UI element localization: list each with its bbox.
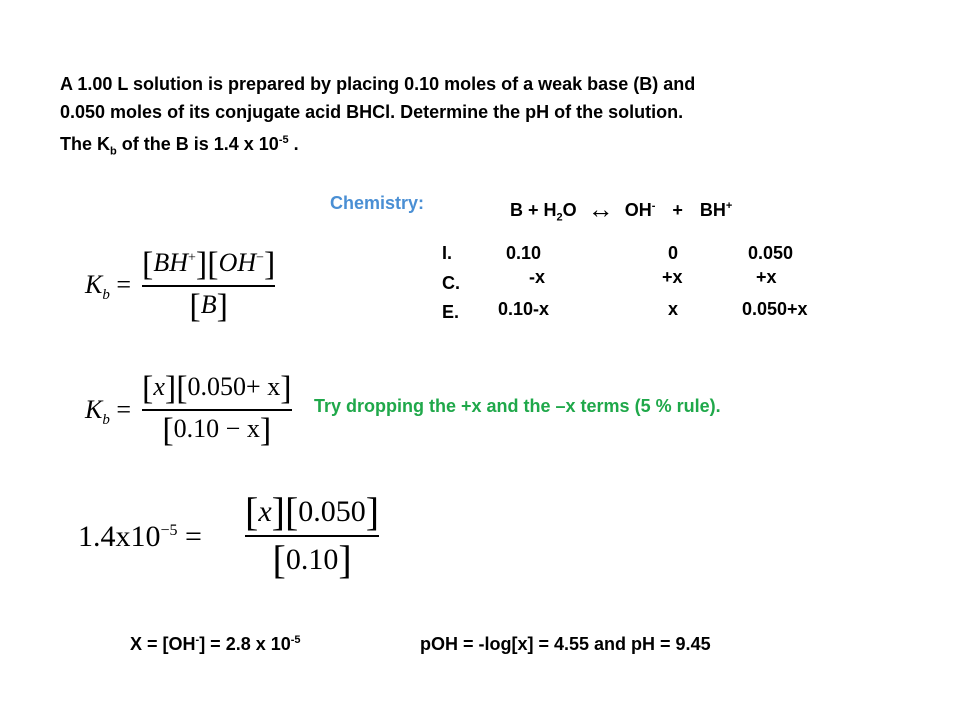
eq2-k-sub: b: [102, 412, 110, 429]
ice-change-acid: +x: [756, 267, 777, 287]
eq3-lhs: $1.4x10^{-5}$ =: [78, 520, 202, 553]
ice-label-change: C.: [442, 273, 460, 293]
eq3-lhs-value: 1.4x10: [78, 520, 161, 553]
water-subscript: 2: [556, 211, 563, 224]
poh-ph-result: pOH = -log[x] = 4.55 and pH = 9.45: [420, 634, 711, 654]
eq2-lhs: $K_b$ =: [85, 395, 132, 429]
reaction-hydroxide: OH: [624, 200, 652, 220]
reaction-base: B + H: [510, 200, 557, 220]
ice-equilibrium-hydroxide: x: [668, 299, 679, 319]
eq1-denominator: [B]: [189, 287, 228, 325]
eq1-num-b: OH: [218, 248, 257, 277]
chemistry-label: Chemistry:: [330, 193, 425, 213]
five-percent-rule-hint: Try dropping the +x and the –x terms (5 % rule).: [314, 396, 721, 416]
result-x-b: ] = 2.8 x 10: [199, 634, 291, 654]
eq3-num-a: x: [258, 495, 272, 528]
eq2-den: 0.10 − x: [173, 413, 260, 443]
conjugate-acid-charge: +: [725, 200, 733, 212]
equilibrium-arrow-icon: ↔: [587, 194, 614, 224]
hydroxide-charge: -: [651, 200, 656, 212]
eq2-fraction-bar: [142, 409, 292, 411]
kb-exponent: -5: [278, 134, 289, 146]
problem-line-3-b: of the B is 1.4 x 10: [116, 134, 279, 154]
ice-equilibrium-base: 0.10-x: [498, 299, 550, 319]
hydroxide-result: [130, 634, 301, 655]
eq1-den: B: [200, 289, 217, 319]
ice-change-hydroxide: +x: [662, 267, 683, 287]
reaction-plus: +: [672, 200, 683, 220]
ice-label-equilibrium: E.: [442, 302, 460, 322]
problem-line-3: [60, 126, 695, 166]
result-x-a: X = [OH: [130, 634, 196, 654]
eq1-num-a: BH: [153, 248, 188, 277]
eq2-num-a: x: [153, 372, 165, 401]
reaction-conjugate-acid: BH: [699, 200, 726, 220]
eq1-k: K: [85, 270, 103, 299]
eq1-k-sub: b: [102, 287, 110, 304]
problem-line-2: 0.050 moles of its conjugate acid BHCl. Determine the pH of the solution.: [60, 102, 684, 122]
eq3-numerator: [x][0.050]: [245, 489, 380, 534]
problem-line-1: A 1.00 L solution is prepared by placing 0.10 moles of a weak base (B) and: [60, 74, 696, 94]
eq1-lhs: $K_b$ =: [85, 270, 132, 304]
problem-line-3-c: .: [288, 134, 299, 154]
eq3-fraction: [245, 489, 380, 582]
eq2-fraction: [142, 372, 292, 448]
eq3-num-b: 0.050: [298, 495, 366, 528]
eq3-exponent: −5: [160, 522, 178, 539]
eq2-k: K: [85, 395, 103, 424]
eq2-numerator: [x][0.050+ x]: [142, 370, 292, 407]
problem-statement: [60, 70, 695, 166]
eq1-fraction-bar: [142, 285, 275, 287]
eq2-num-b: 0.050+ x: [187, 372, 281, 401]
result-exponent: -5: [290, 634, 301, 646]
eq3-den: 0.10: [285, 542, 339, 576]
eq1-num-b-sup: −: [256, 250, 265, 266]
result-charge: -: [195, 634, 200, 646]
ice-initial-base: 0.10: [506, 243, 542, 263]
eq1-numerator: [BH+][OH−]: [142, 246, 276, 283]
kb-subscript: b: [110, 145, 117, 158]
reaction-water-o: O: [562, 200, 577, 220]
eq1-fraction: [142, 248, 275, 324]
eq3-fraction-bar: [245, 535, 379, 537]
eq1-num-a-sup: +: [188, 250, 196, 266]
ice-equilibrium-acid: 0.050+x: [742, 299, 808, 319]
ice-label-initial: I.: [442, 243, 453, 263]
reaction-equation: [510, 194, 732, 225]
eq2-denominator: [0.10 − x]: [162, 411, 272, 449]
ice-change-base: -x: [529, 267, 546, 287]
ice-initial-acid: 0.050: [748, 243, 794, 263]
problem-line-3-a: The K: [60, 134, 111, 154]
eq3-denominator: [0.10]: [272, 536, 352, 582]
ice-initial-hydroxide: 0: [668, 243, 679, 263]
